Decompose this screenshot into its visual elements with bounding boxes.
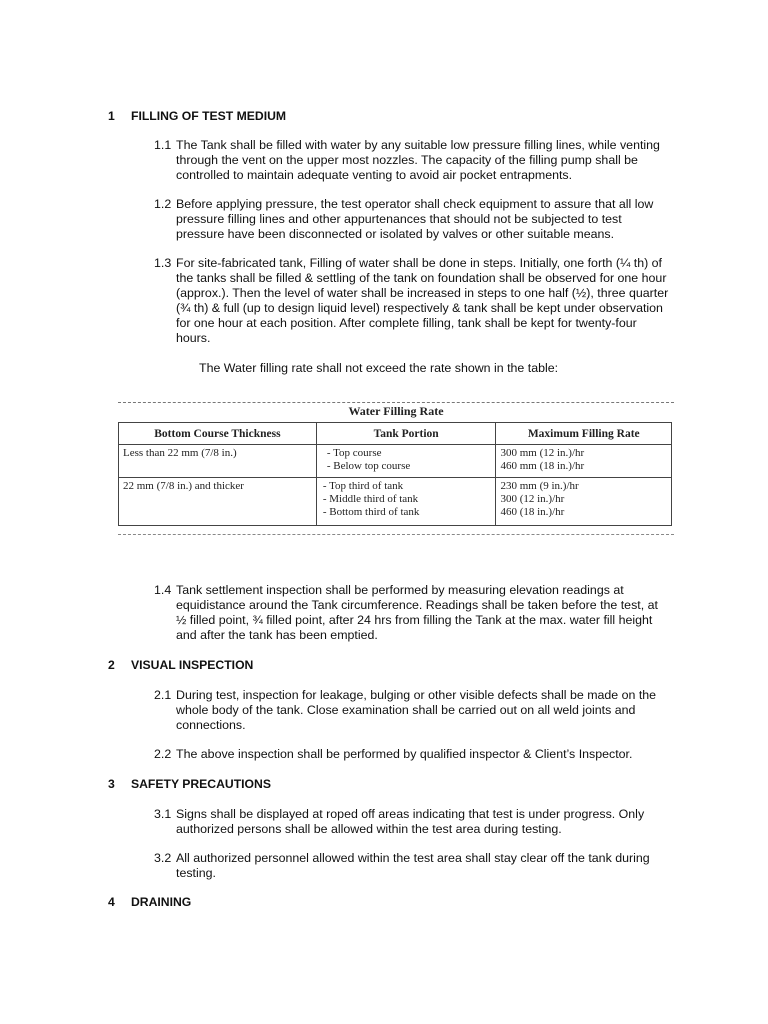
paragraph-line: through the vent on the upper most nozzles. The capacity of the filling pump shall be <box>176 153 638 167</box>
cell-filling-rate <box>496 478 672 526</box>
paragraph-line: equidistance around the Tank circumference. Readings shall be taken before the test, at <box>176 598 658 612</box>
rate-line: 300 (12 in.)/hr <box>500 493 565 505</box>
table-bottom-rule <box>118 534 674 535</box>
paragraph-line: connections. <box>176 718 246 732</box>
paragraph-number: 3.1 <box>154 807 172 821</box>
paragraph-2-1 <box>154 688 678 733</box>
paragraph-line: authorized persons shall be allowed within the test area during testing. <box>176 822 562 836</box>
cell-filling-rate <box>496 445 672 478</box>
paragraph-number: 2.2 <box>154 747 172 761</box>
table-row <box>119 478 672 526</box>
section-title: SAFETY PRECAUTIONS <box>131 777 271 791</box>
paragraph-number: 3.2 <box>154 851 172 865</box>
paragraph-line: Signs shall be displayed at roped off areas indicating that test is under progress. Only <box>176 807 645 821</box>
paragraph-line: and after the tank has been emptied. <box>176 628 378 642</box>
rate-line: 460 (18 in.)/hr <box>500 506 565 518</box>
paragraph-1-1 <box>154 138 678 183</box>
portion-line: - Bottom third of tank <box>322 506 420 518</box>
paragraph-number: 1.2 <box>154 197 172 211</box>
section-title: VISUAL INSPECTION <box>131 658 254 672</box>
paragraph-number: 1.3 <box>154 256 172 270</box>
table-grid <box>118 422 672 526</box>
paragraph-3-1 <box>154 807 678 837</box>
portion-line: - Top course <box>326 447 382 459</box>
cell-thickness: 22 mm (7/8 in.) and thicker <box>119 478 317 526</box>
table-header-row <box>119 423 672 445</box>
paragraph-line: For site-fabricated tank, Filling of water shall be done in steps. Initially, one forth (¼ th) of <box>176 256 662 270</box>
section-heading-3 <box>108 777 271 791</box>
paragraph-line: controlled to maintain adequate venting to avoid air pocket entrapments. <box>176 168 573 182</box>
section-title: DRAINING <box>131 895 192 909</box>
paragraph-line: pressure filling lines and other appurtenances that should not be subjected to test <box>176 212 622 226</box>
paragraph-line: (¾ th) & full (up to design liquid level) respectively & tank shall be kept under observation <box>176 301 663 315</box>
paragraph-line: The Tank shall be filled with water by any suitable low pressure filling lines, while venting <box>176 138 660 152</box>
paragraph-3-2 <box>154 851 678 881</box>
paragraph-line: pressure have been disconnected or isolated by valves or other suitable means. <box>176 227 615 241</box>
portion-line: - Middle third of tank <box>322 493 419 505</box>
section-heading-2 <box>108 658 253 672</box>
cell-tank-portion <box>316 478 496 526</box>
header-tank-portion: Tank Portion <box>316 423 496 445</box>
paragraph-line: All authorized personnel allowed within the test area shall stay clear off the tank during <box>176 851 650 865</box>
paragraph-line: Before applying pressure, the test operator shall check equipment to assure that all low <box>176 197 654 211</box>
paragraph-line: Tank settlement inspection shall be performed by measuring elevation readings at <box>176 583 624 597</box>
section-heading-4 <box>108 895 191 909</box>
paragraph-number: 1.1 <box>154 138 172 152</box>
paragraph-line: the tanks shall be filled & settling of the tank on foundation shall be observed for one hour <box>176 271 667 285</box>
paragraph-1-2 <box>154 197 678 242</box>
section-heading-1 <box>108 109 286 123</box>
paragraph-line: hours. <box>176 331 211 345</box>
section-number: 1 <box>108 109 115 123</box>
cell-tank-portion <box>316 445 496 478</box>
paragraph-line: for one hour at each position. After complete filling, tank shall be kept for twenty-four <box>176 316 637 330</box>
paragraph-line: ½ filled point, ¾ filled point, after 24 hrs from filling the Tank at the max. water fill height <box>176 613 653 627</box>
paragraph-1-4 <box>154 583 678 643</box>
portion-line: - Top third of tank <box>322 480 404 492</box>
paragraph-line: (approx.). Then the level of water shall be increased in steps to one half (½), three quarter <box>176 286 669 300</box>
section-number: 2 <box>108 658 115 672</box>
section-number: 3 <box>108 777 115 791</box>
header-bottom-course-thickness: Bottom Course Thickness <box>119 423 317 445</box>
table-top-rule <box>118 402 674 403</box>
portion-line: - Below top course <box>326 460 411 472</box>
cell-thickness: Less than 22 mm (7/8 in.) <box>119 445 317 478</box>
header-maximum-filling-rate: Maximum Filling Rate <box>496 423 672 445</box>
paragraph-2-2 <box>154 747 678 762</box>
rate-line: 300 mm (12 in.)/hr <box>500 447 585 459</box>
table-intro-note: The Water filling rate shall not exceed the rate shown in the table: <box>199 361 559 375</box>
water-filling-rate-table <box>118 400 674 540</box>
paragraph-line: During test, inspection for leakage, bulging or other visible defects shall be made on the <box>176 688 657 702</box>
rate-line: 230 mm (9 in.)/hr <box>500 480 579 492</box>
paragraph-line: testing. <box>176 866 216 880</box>
paragraph-1-3 <box>154 256 678 346</box>
section-number: 4 <box>108 895 115 909</box>
rate-line: 460 mm (18 in.)/hr <box>500 460 585 472</box>
section-title: FILLING OF TEST MEDIUM <box>131 109 287 123</box>
paragraph-number: 1.4 <box>154 583 172 597</box>
table-title: Water Filling Rate <box>348 404 444 418</box>
paragraph-line: whole body of the tank. Close examination shall be carried out on all weld joints and <box>176 703 636 717</box>
paragraph-number: 2.1 <box>154 688 172 702</box>
paragraph-line: The above inspection shall be performed by qualified inspector & Client’s Inspector. <box>176 747 633 761</box>
table-row <box>119 445 672 478</box>
